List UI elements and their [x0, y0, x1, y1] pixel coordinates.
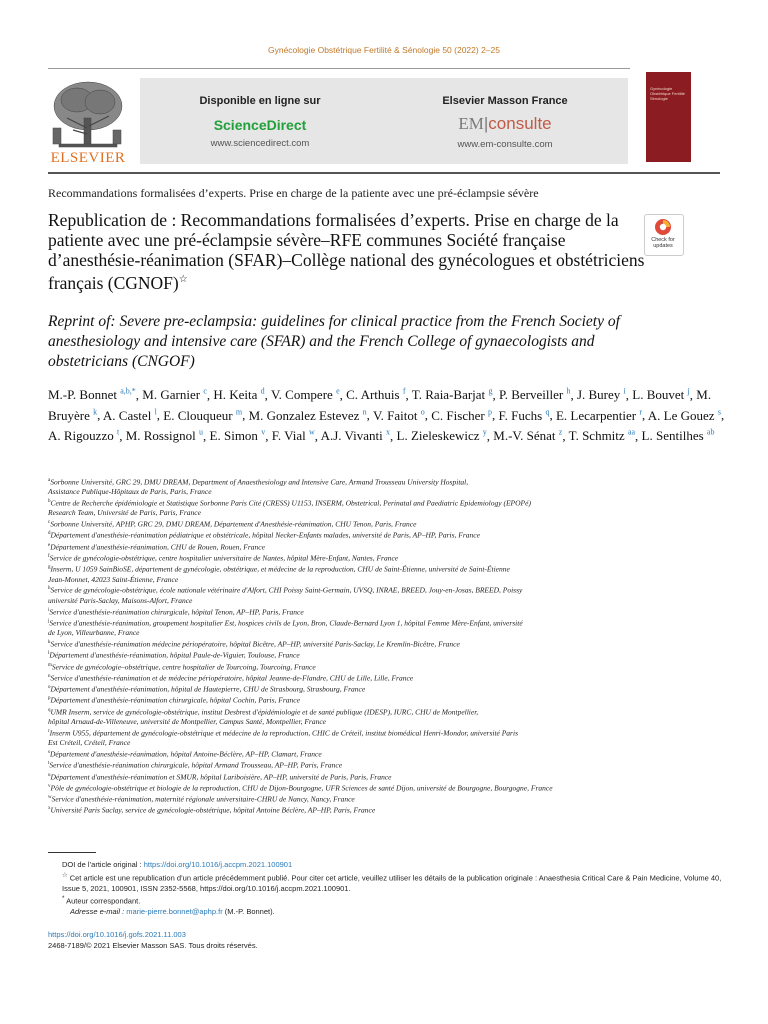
author — [569, 428, 635, 443]
affiliation-text: Assistance Publique-Hôpitaux de Paris, Paris, France — [48, 487, 212, 497]
author — [632, 387, 689, 402]
affiliation-key: a — [48, 478, 51, 483]
affiliation-text: Research Team, Université de Paris, Paris, France — [48, 508, 201, 518]
affiliation-text: Service de gynécologie-obstétrique, centre hospitalier universitaire de Nantes, hôpital Mère-Enfant, Nantes, France — [49, 553, 399, 563]
author-affiliation-mark[interactable]: t — [116, 427, 120, 437]
affiliation-text: Département d'anesthésie-réanimation pédiatrique et obstétricale, hôpital Necker-Enfants malades, université de Paris, AP–HP, Paris, France — [50, 530, 480, 540]
affiliation-text: Service d'anesthésie-réanimation, maternité régionale universitaire-CHRU de Nancy, Nancy, France — [51, 794, 355, 804]
available-online-label: Disponible en ligne sur — [199, 95, 321, 107]
affiliation-line — [48, 748, 732, 759]
author — [48, 428, 119, 443]
author-name: M.-V. Sénat — [493, 427, 559, 443]
affiliation-text: Inserm U955, département de gynécologie-obstétrique et médecine de la reproduction, CHIC de Créteil, institut biomédical Henri-Mondor, université Paris — [49, 728, 518, 738]
journal-citation: Gynécologie Obstétrique Fertilité & Sénologie 50 (2022) 2–25 — [267, 45, 500, 55]
author — [163, 408, 242, 423]
affiliation-line — [48, 672, 732, 683]
author — [48, 387, 136, 402]
affiliation-key: u — [48, 772, 51, 778]
author-affiliation-mark[interactable]: e — [336, 387, 340, 396]
affiliation-text: Inserm, U 1059 SainBioSE, département de gynécologie, obstétrique, et médecine de la reproduction, CHU de Saint-Étienne, université de Saint-Étienne — [50, 564, 510, 574]
author — [431, 408, 492, 423]
author-name: L. Bouvet — [632, 387, 688, 403]
author-affiliation-mark[interactable]: i — [623, 387, 626, 396]
affiliation-text: Sorbonne Université, APHP, GRC 29, DMU DREAM, Département d'Anesthésie-réanimation, CHU Tenon, Paris, France — [50, 519, 417, 529]
em-prefix: EM — [458, 114, 484, 133]
affiliation-text: Département d'anesthésie-réanimation, CHU de Rouen, Rouen, France — [50, 542, 265, 552]
affiliation-text: Département d'anesthésie-réanimation, hôpital de Hautepierre, CHU de Strasbourg, Strasbourg, France — [50, 684, 366, 694]
author-affiliation-mark[interactable]: d — [260, 387, 265, 396]
affiliation-text: Pôle de gynécologie-obstétrique et biologie de la reproduction, CHU de Dijon-Bourgogne, UFR Sciences de santé Dijon, université de Bourgogne, Bourgogne, France — [50, 783, 553, 793]
author-name: F. Vial — [271, 427, 309, 443]
affiliation-line — [48, 727, 732, 738]
author-affiliation-mark[interactable]: ab — [706, 427, 715, 437]
author — [373, 408, 425, 423]
header-bottom-divider — [48, 172, 720, 174]
author-name: M. Bruyère — [48, 387, 712, 423]
author-affiliation-mark[interactable]: a,b,* — [120, 387, 136, 396]
emconsulte-brand[interactable]: EM|consulte — [458, 114, 552, 133]
author — [271, 387, 340, 402]
author-affiliation-mark[interactable]: x — [386, 427, 391, 437]
author-name: P. Berveiller — [498, 387, 567, 403]
affiliation-text: Département d'anesthésie-réanimation, hôpital Paule-de-Viguier, Toulouse, France — [49, 650, 300, 660]
affiliation-line — [48, 683, 732, 694]
sciencedirect-url[interactable]: www.sciencedirect.com — [210, 138, 310, 149]
affiliation-line — [48, 508, 732, 518]
author-name: M. Gonzalez Estevez — [248, 407, 363, 423]
author-name: A. Castel — [102, 407, 155, 423]
author-affiliation-mark[interactable]: l — [154, 407, 157, 417]
affiliation-line — [48, 782, 732, 793]
author-affiliation-mark[interactable]: c — [203, 387, 207, 396]
affiliation-line — [48, 575, 732, 585]
affiliation-line — [48, 804, 732, 815]
affiliation-key: j — [48, 618, 50, 624]
author-affiliation-mark[interactable]: r — [639, 407, 642, 417]
affiliation-line — [48, 541, 732, 552]
author-name: E. Simon — [209, 427, 262, 443]
affiliation-key: c — [48, 520, 51, 526]
affiliation-text: Département d'anesthésie-réanimation chirurgicale, hôpital Cochin, Paris, France — [50, 695, 300, 705]
author — [556, 408, 642, 423]
affiliation-line — [48, 771, 732, 782]
check-for-updates-icon — [654, 218, 672, 236]
author — [648, 408, 721, 423]
footnotes — [48, 860, 728, 918]
footnote-divider — [48, 852, 96, 853]
author-affiliation-mark[interactable]: s — [717, 407, 721, 417]
author-affiliation-mark[interactable]: u — [199, 427, 204, 437]
affiliation-text: de Lyon, Villeurbanne, France — [48, 628, 140, 638]
sciencedirect-block — [160, 78, 360, 149]
affiliation-line — [48, 793, 732, 804]
affiliation-text: Centre de Recherche épidémiologie et Statistique Sorbonne Paris Cité (CRESS) U1153, INSERM, Obstetrical, Perinatal and Paediatric Epidemiology (EPOPé) — [50, 498, 531, 508]
author-affiliation-mark[interactable]: o — [420, 407, 425, 417]
author — [272, 428, 315, 443]
author — [321, 428, 390, 443]
author-name: A. Rigouzzo — [48, 427, 117, 443]
article-doi-link[interactable]: https://doi.org/10.1016/j.gofs.2021.11.003 — [48, 930, 186, 939]
check-for-updates-label: Check for updates — [651, 237, 675, 249]
affiliation-text: Université Paris Saclay, service de gynécologie-obstétrique, hôpital Antoine Béclère, AP–HP, Paris, France — [50, 805, 376, 815]
affiliation-text: université Paris-Saclay, Maisons-Alfort, France — [48, 595, 193, 605]
affiliation-text: Service d'anesthésie-réanimation médecine périopératoire, hôpital Bicêtre, AP–HP, université Paris-Saclay, Le Kremlin-Bicêtre, France — [50, 639, 460, 649]
affiliation-line — [48, 628, 732, 638]
author-affiliation-mark[interactable]: n — [362, 407, 367, 417]
email-link[interactable]: marie-pierre.bonnet@aphp.fr — [126, 907, 223, 916]
affiliation-line — [48, 606, 732, 617]
author-name: M.-P. Bonnet — [48, 387, 121, 403]
header-divider — [48, 68, 630, 69]
affiliation-line — [48, 552, 732, 563]
affiliation-key: r — [48, 728, 50, 734]
email-note — [48, 907, 728, 918]
star-mark: ☆ — [62, 871, 68, 879]
author-name: H. Keita — [213, 387, 261, 403]
affiliation-text: Service de gynécologie-obstétrique, école nationale vétérinaire d'Alfort, CHI Poissy Saint-Germain, UVSQ, INRAE, BREED, Jouy-en-Josas, BREED, Poissy — [50, 585, 523, 595]
affiliation-key: m — [48, 662, 52, 668]
affiliation-key: d — [48, 531, 51, 537]
author — [412, 387, 493, 402]
affiliation-text: Service d'anesthésie-réanimation chirurgicale, hôpital Armand Trousseau, AP–HP, Paris, France — [49, 760, 343, 770]
author-name: M. Rossignol — [125, 427, 200, 443]
author-name: C. Arthuis — [346, 387, 403, 403]
affiliation-line — [48, 759, 732, 770]
article-english-title: Reprint of: Severe pre-eclampsia: guidelines for clinical practice from the French Society of anesthesiology and intensive care (SFAR) and the French College of gynaecologists and obstetricians (CNGOF) — [48, 313, 620, 370]
author-name: V. Faitot — [372, 407, 421, 423]
access-banner — [140, 78, 628, 164]
author — [498, 408, 549, 423]
author — [103, 408, 157, 423]
affiliation-line — [48, 694, 732, 705]
original-doi-link[interactable]: https://doi.org/10.1016/j.accpm.2021.100901 — [143, 860, 293, 869]
affiliation-key: q — [48, 707, 51, 713]
affiliation-line — [48, 584, 732, 595]
affiliation-text: Service de gynécologie–obstétrique, centre hospitalier de Tourcoing, Tourcoing, France — [51, 662, 316, 672]
affiliation-line — [48, 518, 732, 529]
author-name: A.J. Vivanti — [320, 427, 387, 443]
consulte-word: consulte — [488, 114, 552, 133]
affiliation-key: e — [48, 542, 51, 548]
affiliation-key: i — [48, 607, 50, 613]
affiliation-text: Est Créteil, Créteil, France — [48, 738, 131, 748]
affiliation-key: x — [48, 806, 51, 812]
author-name: J. Burey — [576, 387, 624, 403]
affiliation-key: t — [48, 761, 50, 767]
affiliation-text: Département d'anesthésie-réanimation et SMUR, hôpital Lariboisière, AP–HP, université de Paris, Paris, France — [50, 772, 392, 782]
email-label: Adresse e-mail : — [70, 907, 127, 916]
corresponding-mark: * — [62, 895, 65, 902]
affiliation-text: Département d'anesthésie-réanimation, hôpital Antoine-Béclère, AP–HP, Clamart, France — [49, 749, 322, 759]
affiliation-text: Sorbonne Université, GRC 29, DMU DREAM, Department of Anaesthesiology and Intensive Care, Armand Trousseau University Hospital, — [50, 477, 469, 487]
author-affiliation-mark[interactable]: q — [545, 407, 550, 417]
article-title-text: Republication de : Recommandations formalisées d’experts. Prise en charge de la patiente avec une pré-éclampsie sévère–RFE communes Société française d’anesthésie-réanimation (SFAR)–Collège national des gynécologues et obstétriciens français (CGNOF) — [48, 210, 645, 293]
original-doi-label: DOI de l’article original : — [62, 860, 144, 869]
affiliation-key: s — [48, 749, 50, 755]
republication-note — [48, 871, 728, 895]
corresponding-author-note — [48, 894, 728, 907]
affiliation-text: hôpital Arnaud-de-Villeneuve, université de Montpellier, Campus Santé, Montpellier, France — [48, 717, 326, 727]
affiliation-key: v — [48, 783, 51, 789]
author-affiliation-mark[interactable]: z — [558, 427, 563, 437]
affiliation-list — [48, 476, 732, 816]
author — [499, 387, 571, 402]
affiliation-key: k — [48, 639, 51, 645]
author-name: T. Raia-Barjat — [411, 387, 489, 403]
author-affiliation-mark[interactable]: v — [261, 427, 266, 437]
affiliation-key: h — [48, 586, 51, 592]
author-name: T. Schmitz — [568, 427, 628, 443]
author-affiliation-mark[interactable]: aa — [627, 427, 636, 437]
affiliation-line — [48, 529, 732, 540]
affiliation-text: Service d'anesthésie-réanimation chirurgicale, hôpital Tenon, AP–HP, Paris, France — [49, 607, 304, 617]
email-owner: (M.-P. Bonnet). — [224, 907, 275, 916]
emconsulte-url[interactable]: www.em-consulte.com — [457, 139, 553, 150]
affiliation-line — [48, 649, 732, 660]
author-affiliation-mark[interactable]: p — [487, 407, 492, 417]
author-affiliation-mark[interactable]: k — [93, 407, 98, 417]
affiliation-text: Service d'anesthésie-réanimation et de médecine périopératoire, hôpital Jeanne-de-Flandre, CHU de Lille, Lille, France — [50, 673, 414, 683]
author-affiliation-mark[interactable]: h — [566, 387, 571, 396]
affiliation-key: p — [48, 696, 51, 702]
author — [493, 428, 562, 443]
corresponding-label: Auteur correspondant. — [66, 896, 141, 906]
author-name: E. Clouqueur — [163, 407, 236, 423]
author-name: M. Garnier — [142, 387, 204, 403]
affiliation-key: g — [48, 565, 51, 571]
affiliation-line — [48, 706, 732, 717]
author-list: M.-P. Bonnet $^{a,b,*}$, M. Garnier $^c$, H. Keita $^d$, V. Compere $^e$, C. Arthuis $^f$, T. Raia-Barjat $^g$, P. Berveiller $^h$, J. Burey $^i$, L. Bouvet $^j$, M. Bruyère $^k$, A. Castel $^l$, E. Clouqueur $^m$, M. Gonzalez Estevez $^n$, V. Faitot $^o$, C. Fischer $^p$, F. Fuchs $^q$, E. Lecarpentier $^r$, A. Le Gouez $^s$, A. Rigouzzo $^t$, M. Rossignol $^u$, E. Simon $^v$, F. Vial $^w$, A.J. Vivanti $^x$, L. Zieleskewicz $^y$, M.-V. Sénat $^z$, T. Schmitz $^{aa}$, L. Sentilhes $^{ab}$ — [48, 387, 725, 443]
republication-text: Cet article est une republication d’un article précédemment publié. Pour citer cet article, veuillez utiliser les détails de la publication originale : Anaesthesia Critical Care & Pain Medicine, Volume 40, Issue 5, 2021, 100901, ISSN 2352-5568, https://doi.org/10.1016/j.accpm.2021.100901. — [62, 873, 722, 893]
author-name: A. Le Gouez — [647, 407, 718, 423]
author-name: L. Zieleskewicz — [396, 427, 483, 443]
affiliation-key: l — [48, 651, 50, 657]
author-affiliation-mark[interactable]: g — [488, 387, 493, 396]
author-name: E. Lecarpentier — [555, 407, 640, 423]
affiliation-line — [48, 638, 732, 649]
affiliation-line — [48, 476, 732, 487]
affiliation-line — [48, 563, 732, 574]
article-title — [48, 210, 648, 293]
author-name: L. Sentilhes — [641, 427, 707, 443]
sciencedirect-brand[interactable]: ScienceDirect — [213, 117, 307, 133]
affiliation-line — [48, 497, 732, 508]
author-name: C. Fischer — [431, 407, 488, 423]
affiliation-line — [48, 661, 732, 672]
author-affiliation-mark[interactable]: j — [687, 387, 690, 396]
author — [249, 408, 367, 423]
copyright-notice: 2468-7189/© 2021 Elsevier Masson SAS. Tous droits réservés. — [48, 941, 258, 950]
author — [126, 428, 203, 443]
affiliation-key: b — [48, 499, 51, 505]
author-affiliation-mark[interactable]: y — [482, 427, 487, 437]
article-category: Recommandations formalisées d’experts. Prise en charge de la patiente avec une pré-éclampsie sévère — [48, 186, 539, 200]
affiliation-line — [48, 738, 732, 748]
original-doi-note — [48, 860, 728, 871]
publisher-name: ELSEVIER — [50, 150, 126, 166]
author — [210, 428, 266, 443]
affiliation-key: o — [48, 685, 51, 691]
affiliation-key: w — [48, 795, 52, 801]
affiliation-text: Jean-Monnet, 42023 Saint-Étienne, France — [48, 574, 179, 584]
author-affiliation-mark[interactable]: w — [309, 427, 315, 437]
journal-cover-title: Gynécologie Obstétrique Fertilité Sénologie — [650, 86, 685, 101]
affiliation-key: n — [48, 673, 51, 679]
title-footnote-mark[interactable]: ☆ — [178, 274, 188, 285]
affiliation-text: Service d'anesthésie-réanimation, groupement hospitalier Est, hospices civils de Lyon, Bron, Claude-Bernard Lyon 1, hôpital Femme Mère-Enfant, université — [49, 618, 523, 628]
affiliation-line — [48, 717, 732, 727]
author — [642, 428, 715, 443]
author-name: F. Fuchs — [498, 407, 546, 423]
author — [397, 428, 487, 443]
emconsulte-block — [405, 78, 605, 150]
author — [346, 387, 405, 402]
publisher-label: Elsevier Masson France — [442, 95, 568, 107]
affiliation-line — [48, 596, 732, 606]
affiliation-line — [48, 487, 732, 497]
author-affiliation-mark[interactable]: f — [402, 387, 406, 396]
author — [142, 387, 207, 402]
affiliation-key: f — [48, 554, 50, 560]
author — [213, 387, 264, 402]
author-affiliation-mark[interactable]: m — [235, 407, 243, 417]
affiliation-line — [48, 617, 732, 628]
author — [577, 387, 626, 402]
affiliation-text: UMR Inserm, service de gynécologie-obstétrique, institut Desbrest d'épidémiologie et de santé publique (IDESP), IURC, CHU de Montpellier, — [50, 707, 479, 717]
author-name: V. Compere — [270, 387, 337, 403]
